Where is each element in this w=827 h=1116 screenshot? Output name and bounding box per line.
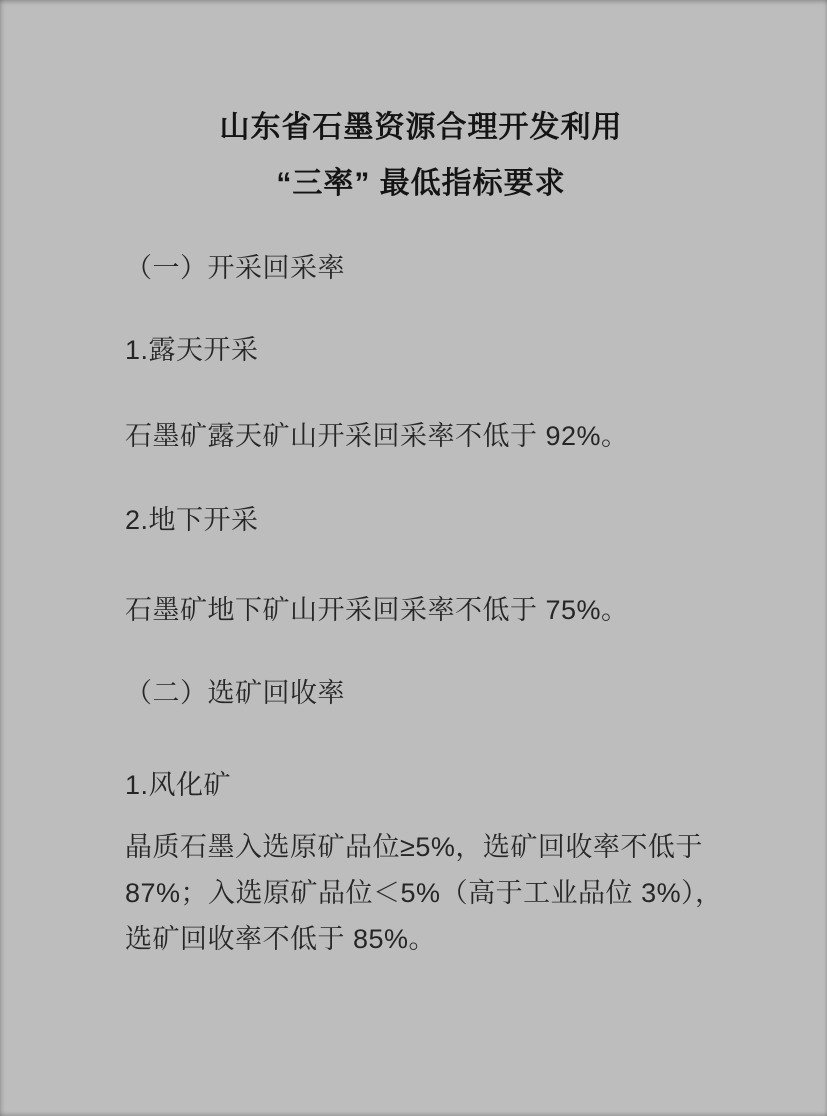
paragraph-line-1: 晶质石墨入选原矿品位≥5%，选矿回收率不低于 — [125, 832, 703, 862]
title-line-1: 山东省石墨资源合理开发利用 — [219, 111, 623, 144]
paragraph-recovery-rates — [125, 824, 723, 962]
section-heading-1: （一）开采回采率 — [125, 253, 345, 283]
title-line-2: “三率” 最低指标要求 — [276, 167, 566, 200]
document-title — [125, 100, 717, 212]
sub-heading-underground: 2.地下开采 — [125, 505, 259, 535]
section-heading-2: （二）选矿回收率 — [125, 678, 345, 708]
sub-heading-weathered-ore: 1.风化矿 — [125, 770, 232, 800]
paragraph-line-3: 选矿回收率不低于 85%。 — [125, 924, 437, 954]
sub-heading-open-pit: 1.露天开采 — [125, 335, 259, 365]
body-open-pit-rate: 石墨矿露天矿山开采回采率不低于 92%。 — [125, 421, 629, 451]
paragraph-line-2: 87%；入选原矿品位＜5%（高于工业品位 3%）， — [125, 878, 723, 908]
body-underground-rate: 石墨矿地下矿山开采回采率不低于 75%。 — [125, 595, 629, 625]
